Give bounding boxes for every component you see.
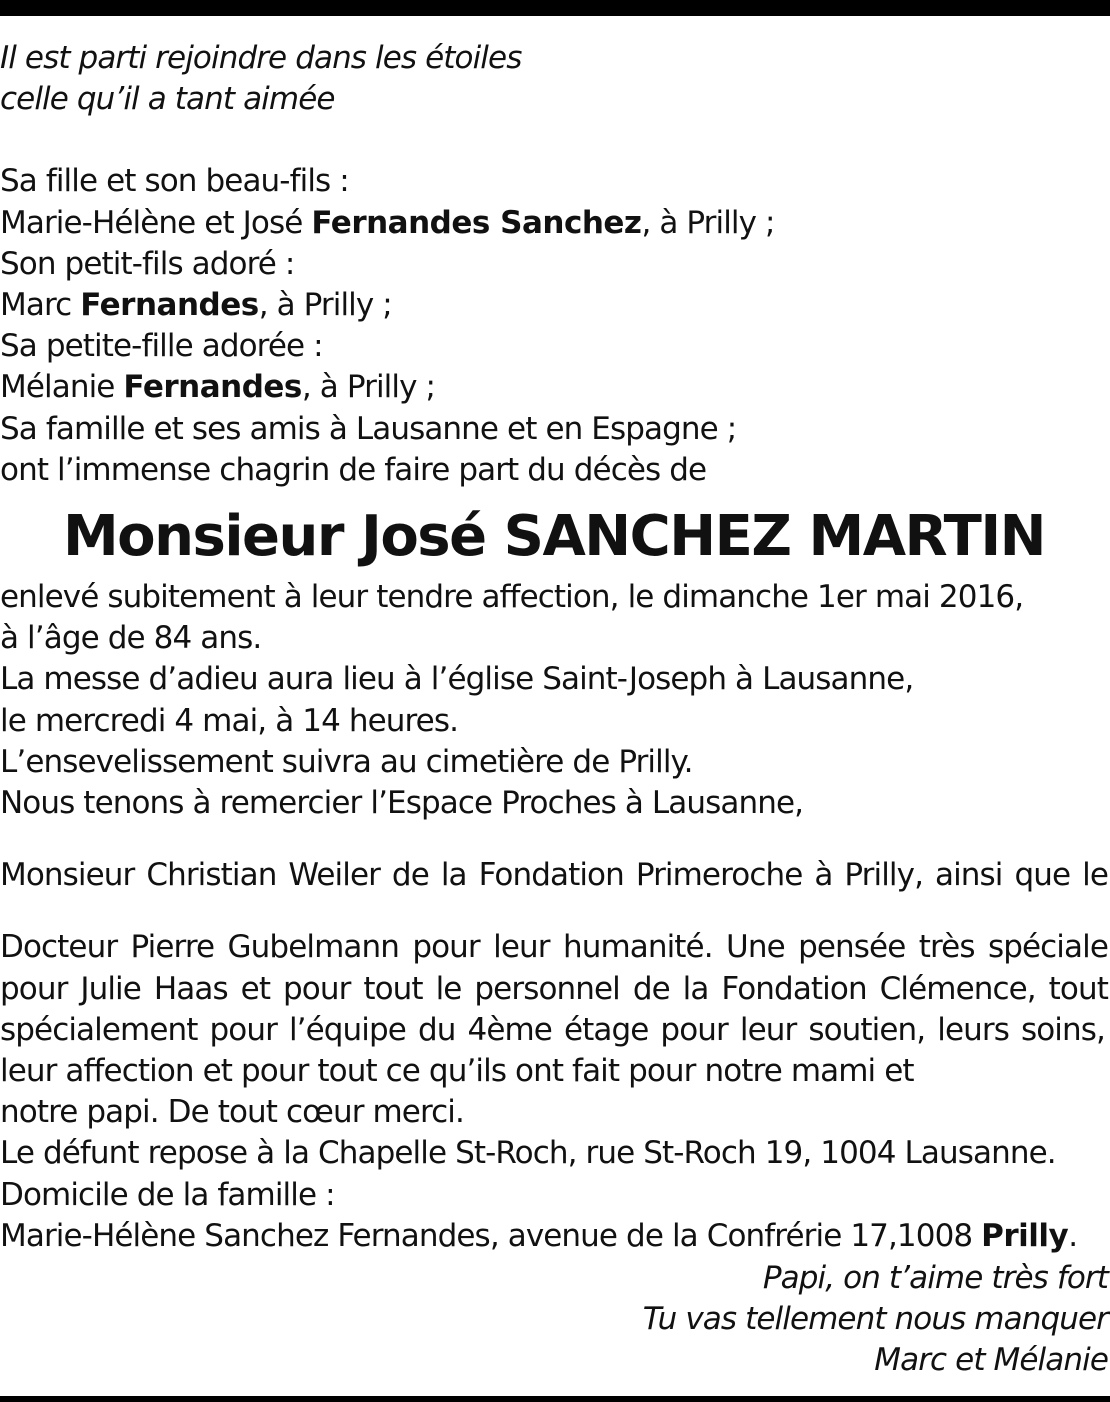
daughter-label: Sa fille et son beau-fils : <box>0 163 349 200</box>
details-line-5: L’ensevelissement suivra au cimetière de Prilly. <box>0 743 693 780</box>
details-line-4: le mercredi 4 mai, à 14 heures. <box>0 702 459 739</box>
granddaughter-prefix: Mélanie <box>0 369 124 406</box>
signature-block <box>643 1258 1108 1382</box>
thanks-line-5: leur affection et pour tout ce qu’ils ont fait pour notre mami et <box>0 1053 914 1090</box>
domicile-label: Domicile de la famille : <box>0 1176 335 1213</box>
address-suffix: . <box>1068 1217 1078 1254</box>
extended-family-line: Sa famille et ses amis à Lausanne et en Espagne ; <box>0 410 737 447</box>
grandson-prefix: Marc <box>0 287 81 324</box>
grandson-line <box>0 285 1108 326</box>
signature-line-3: Marc et Mélanie <box>874 1342 1108 1379</box>
deceased-name-heading: Monsieur José SANCHEZ MARTIN <box>62 504 1046 570</box>
thanks-line-4: spécialement pour l’équipe du 4ème étage pour leur soutien, leurs soins, <box>0 1011 1105 1048</box>
intro-line-2: celle qu’il a tant aimée <box>0 81 335 118</box>
intro-line-1: Il est parti rejoindre dans les étoiles <box>0 40 522 76</box>
grandson-surname: Fernandes <box>80 287 259 324</box>
signature-line-2: Tu vas tellement nous manquer <box>642 1301 1108 1338</box>
details-line-2: à l’âge de 84 ans. <box>0 620 262 657</box>
grandson-label: Son petit-fils adoré : <box>0 245 295 282</box>
signature-line-1: Papi, on t’aime très fort <box>762 1260 1108 1296</box>
thanks-line-1: Monsieur Christian Weiler de la Fondation Primeroche à Prilly, ainsi que le <box>0 857 1108 894</box>
details-line-6: Nous tenons à remercier l’Espace Proches à Lausanne, <box>0 785 804 822</box>
repose-line: Le défunt repose à la Chapelle St-Roch, rue St-Roch 19, 1004 Lausanne. <box>0 1135 1056 1172</box>
bottom-rule <box>0 1396 1110 1402</box>
daughter-suffix: , à Prilly ; <box>641 204 775 241</box>
granddaughter-line <box>0 367 1108 408</box>
grandson-suffix: , à Prilly ; <box>258 287 392 324</box>
daughter-line <box>0 203 1108 244</box>
top-rule <box>0 0 1110 16</box>
thanks-line-2: Docteur Pierre Gubelmann pour leur humanité. Une pensée très spéciale <box>0 929 1108 966</box>
spacer <box>0 120 1108 161</box>
granddaughter-suffix: , à Prilly ; <box>301 369 436 406</box>
details-line-3: La messe d’adieu aura lieu à l’église Saint-Joseph à Lausanne, <box>0 661 914 698</box>
thanks-line-6: notre papi. De tout cœur merci. <box>0 1094 464 1131</box>
daughter-surname: Fernandes Sanchez <box>311 204 642 241</box>
address-line <box>0 1216 1108 1257</box>
address-city: Prilly <box>981 1217 1069 1254</box>
daughter-prefix: Marie-Hélène et José <box>0 204 312 241</box>
obituary-body <box>0 38 1108 1257</box>
details-line-1: enlevé subitement à leur tendre affection, le dimanche 1er mai 2016, <box>0 579 1024 616</box>
announcement-line: ont l’immense chagrin de faire part du décès de <box>0 451 707 488</box>
address-prefix: Marie-Hélène Sanchez Fernandes, avenue de la Confrérie 17,1008 <box>0 1217 982 1254</box>
granddaughter-label: Sa petite-fille adorée : <box>0 328 323 365</box>
granddaughter-surname: Fernandes <box>123 369 302 406</box>
thanks-line-3: pour Julie Haas et pour tout le personnel de la Fondation Clémence, tout <box>0 970 1108 1007</box>
